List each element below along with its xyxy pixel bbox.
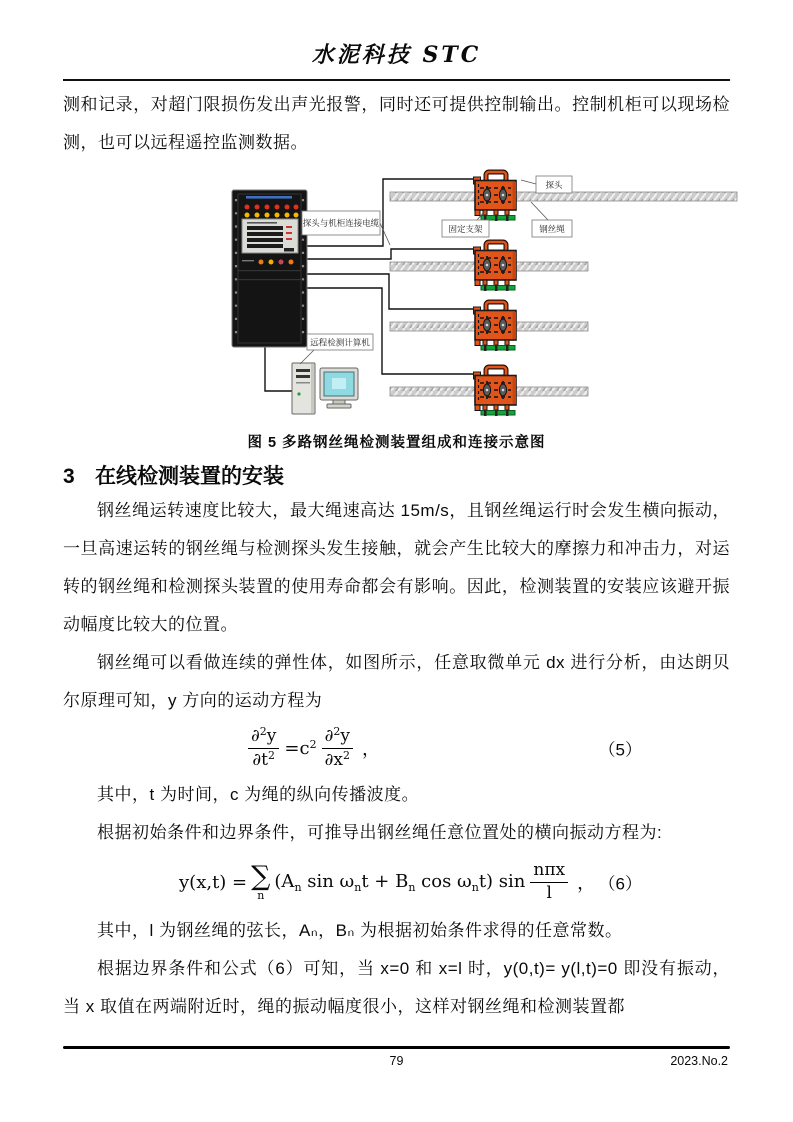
label-probe	[536, 176, 572, 193]
label-cable-text: 探头与机柜连接电缆	[302, 218, 380, 228]
label-computer-text: 远程检测计算机	[310, 337, 370, 348]
label-rope	[532, 220, 572, 237]
eq5-equals: =	[284, 737, 300, 759]
computer-monitor	[320, 368, 358, 408]
page-footer	[63, 1046, 730, 1069]
label-bracket	[442, 220, 489, 237]
eq5-coefficient: $c^2$	[299, 737, 317, 759]
label-bracket-text: 固定支架	[448, 224, 483, 234]
eq6-lhs: y(x,t) =	[179, 871, 248, 893]
paragraph-installation: 钢丝绳运转速度比较大，最大绳速高达 15m/s，且钢丝绳运行时会发生横向振动，一旦高速运转的钢丝绳与检测探头发生接触，就会产生比较大的摩擦力和冲击力，对运转的钢丝绳和检测探头装置的使用寿命都会有影响。因此，检测装置的安装应该避开振动幅度比较大的位置。	[63, 501, 730, 634]
figure-caption: 图 5 多路钢丝绳检测装置组成和连接示意图	[247, 435, 546, 451]
header-rule	[63, 79, 730, 81]
figure-diagram	[230, 166, 740, 428]
paragraph-variables-tc: 其中，t 为时间，c 为绳的纵向传播波度。	[97, 785, 420, 804]
label-cable	[302, 211, 380, 235]
cabinet-screen	[242, 219, 298, 253]
intro-paragraph: 测和记录，对超门限损伤发出声光报警，同时还可提供控制输出。控制机柜可以现场检测，也可以远程遥控监测数据。	[63, 95, 730, 152]
eq5-rhs-fraction: $\frac{\partial^2y}{\partial x^2}$	[322, 726, 353, 770]
eq6-body: ($A_n$ $\sin \omega_nt + B_n$ $\cos \omega_nt$) sin	[274, 870, 526, 894]
section-title: 在线检测装置的安装	[95, 465, 284, 488]
label-probe-text: 探头	[545, 180, 563, 190]
equation-6-label: （6）	[598, 874, 642, 894]
eq6-fraction: $\frac{\text{nπx}}{l}$	[530, 861, 568, 903]
wire-rope-detection-diagram	[230, 166, 740, 428]
equation-5-label: （5）	[598, 740, 642, 760]
cable-line-2	[307, 249, 474, 259]
label-computer	[307, 334, 373, 350]
cabinet-display-strip	[246, 196, 292, 199]
label-rope-text: 钢丝绳	[539, 224, 565, 234]
paragraph-boundary-intro: 根据初始条件和边界条件，可推导出钢丝绳任意位置处的横向振动方程为:	[97, 823, 663, 842]
equation-5: $\frac{\partial^2y}{\partial t^2}$ = $c^2$ $\frac{\partial^2y}{\partial x^2}$ ， （5）	[243, 720, 730, 776]
page-number: 79	[389, 1054, 404, 1068]
probe-device-1	[474, 172, 517, 221]
footer-rule	[63, 1046, 730, 1049]
probe-device-2	[474, 242, 517, 291]
probe-device-3	[474, 302, 517, 351]
equation-6: y(x,t) = ∑ n ($A_n$ $\sin \omega_nt + B_n$ $\cos \omega_nt$) sin $\frac{\text{nπx}}{l}$ ， （6）	[179, 859, 642, 903]
section-heading	[63, 462, 730, 492]
control-cabinet	[232, 190, 307, 347]
paragraph-elastic-body: 钢丝绳可以看做连续的弹性体，如图所示，任意取微单元 dx 进行分析，由达朗贝尔原理可知，y 方向的运动方程为	[63, 653, 730, 710]
remote-computer	[292, 363, 358, 414]
eq6-summation: ∑ n	[251, 861, 271, 902]
issue-number: 2023.No.2	[670, 1054, 728, 1068]
paragraph-constants: 其中，l 为钢丝绳的弦长，Aₙ，Bₙ 为根据初始条件求得的任意常数。	[97, 921, 623, 940]
paragraph-conclusion: 根据边界条件和公式（6）可知，当 x=0 和 x=l 时，y(0,t)= y(l,t)=0 即没有振动，当 x 取值在两端附近时，绳的振动幅度很小，这样对钢丝绳和检测装置都	[63, 959, 730, 1016]
cable-line-computer	[265, 347, 292, 391]
journal-title: 水泥科技 STC	[311, 42, 482, 68]
eq5-lhs-fraction: $\frac{\partial^2y}{\partial t^2}$	[248, 726, 279, 770]
probe-device-4	[474, 367, 517, 416]
section-number: 3	[63, 465, 75, 488]
cable-line-3	[307, 274, 473, 309]
